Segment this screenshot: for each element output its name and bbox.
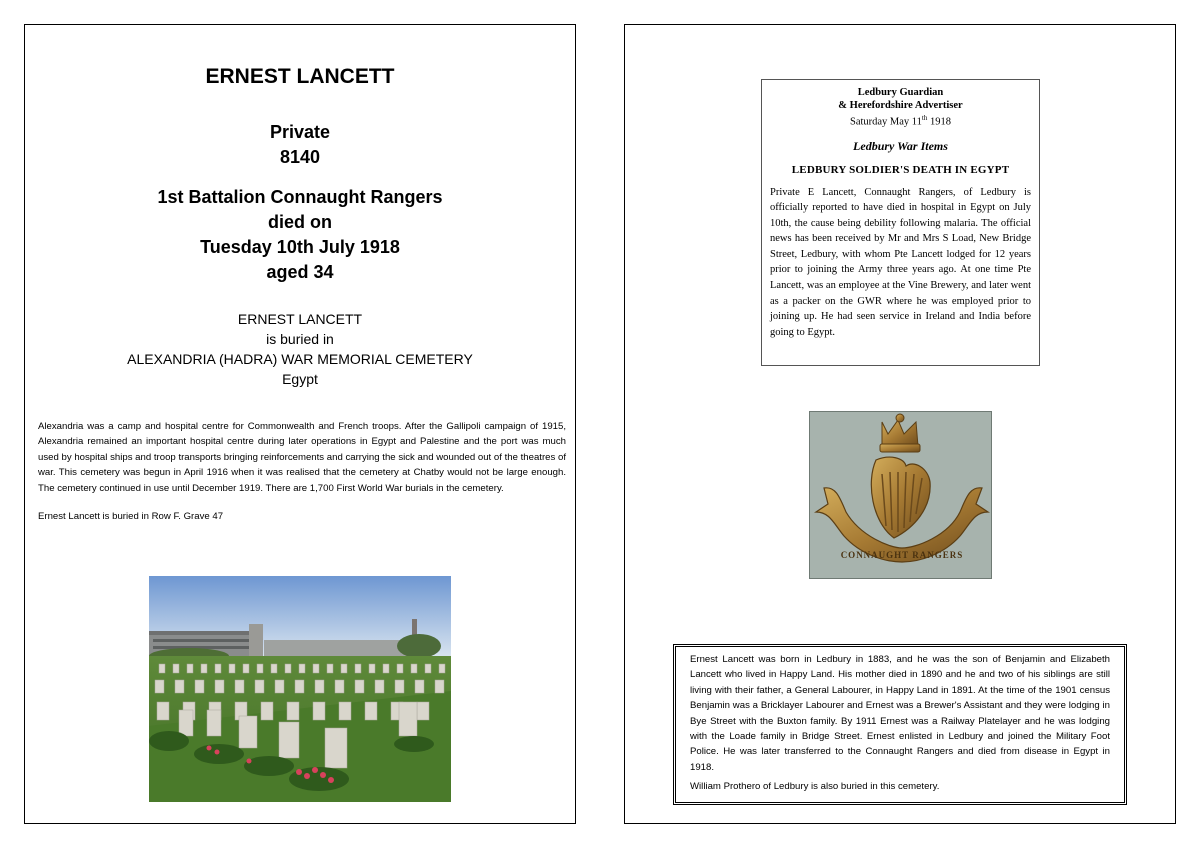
newspaper-title-line1: Ledbury Guardian (857, 87, 944, 98)
age: aged 34 (266, 262, 334, 282)
rank: Private (269, 122, 331, 142)
newspaper-title-line2: & Herefordshire Advertiser (838, 100, 963, 111)
service-number: 8140 (279, 147, 321, 167)
burial-block (25, 309, 575, 389)
burial-name: ERNEST LANCETT (237, 311, 363, 327)
soldier-name-title: ERNEST LANCETT (205, 65, 395, 88)
date-of-death: Tuesday 10th July 1918 (200, 237, 400, 257)
newspaper-article: Private E Lancett, Connaught Rangers, of Ledbury is officially reported to have died in hospital in Egypt on July 10th, the cause being debility following malaria. The official news has been received by Mr and Mrs S Load, New Bridge Street, Ledbury, with whom Pte Lancett lodged for 12 years prior to joining the Army three years ago. At one time Pte Lancett, was an employee at the Vine Brewery, and later went as a packer on the GWR where he was employed prior to joining up. He had seen service in Ireland and India before going to Egypt. (770, 186, 1031, 338)
biography-box (673, 644, 1127, 805)
newspaper-date-suffix: th (921, 114, 928, 122)
right-page (624, 24, 1176, 824)
newspaper-date (762, 112, 1039, 129)
buried-in-label: is buried in (266, 331, 334, 347)
biography-text: Ernest Lancett was born in Ledbury in 1883, and he was the son of Benjamin and Elizabeth Lancett who lived in Happy Land. His mother died in 1890 and he and two of his siblings are still living with their father, a General Labourer, in Happy Land in 1891. At the time of the 1901 census Benjamin was a Bricklayer Labourer and Ernest was a Brewer's Assistant and they were lodging in Bye Street with the Buxton family. By 1911 Ernest was a Railway Platelayer and he was lodging with the Loade family in Bridge Street. Ernest enlisted in Ledbury and joined the Military Foot Police. He was later transferred to the Connaught Rangers and died from disease in Egypt in 1918. (690, 654, 1110, 773)
newspaper-title (762, 86, 1039, 112)
cemetery-history: Alexandria was a camp and hospital centre for Commonwealth and French troops. After the Gallipoli campaign of 1915, Alexandria remained an important hospital centre during later operations in Egypt and Palestine and the port was much used by hospital ships and troop transports bringing reinforcements and carrying the sick and wounded out of the theatres of war. This cemetery was begun in April 1916 when it was realised that the cemetery at Chatby would not be large enough. The cemetery continued in use until December 1919. There are 1,700 First World War burials in the cemetery. (38, 421, 566, 494)
cemetery-country: Egypt (282, 371, 318, 387)
left-page (24, 24, 576, 824)
related-burial-note: William Prothero of Ledbury is also buried in this cemetery. (690, 781, 940, 793)
unit-block (25, 185, 575, 285)
cemetery-photo (149, 576, 451, 802)
badge-scroll-text: CONNAUGHT RANGERS (840, 550, 964, 560)
newspaper-headline: LEDBURY SOLDIER'S DEATH IN EGYPT (791, 163, 1010, 176)
newspaper-clipping (761, 79, 1040, 366)
newspaper-section: Ledbury War Items (853, 138, 948, 153)
died-label: died on (268, 212, 332, 232)
rank-block (25, 120, 575, 170)
newspaper-date-day: Saturday May 11 (849, 116, 922, 128)
cemetery-name: ALEXANDRIA (HADRA) WAR MEMORIAL CEMETERY (127, 351, 473, 367)
connaught-rangers-badge (809, 411, 992, 579)
unit: 1st Battalion Connaught Rangers (157, 187, 443, 207)
grave-location: Ernest Lancett is buried in Row F. Grave 47 (38, 511, 224, 522)
newspaper-date-year: 1918 (927, 116, 951, 128)
